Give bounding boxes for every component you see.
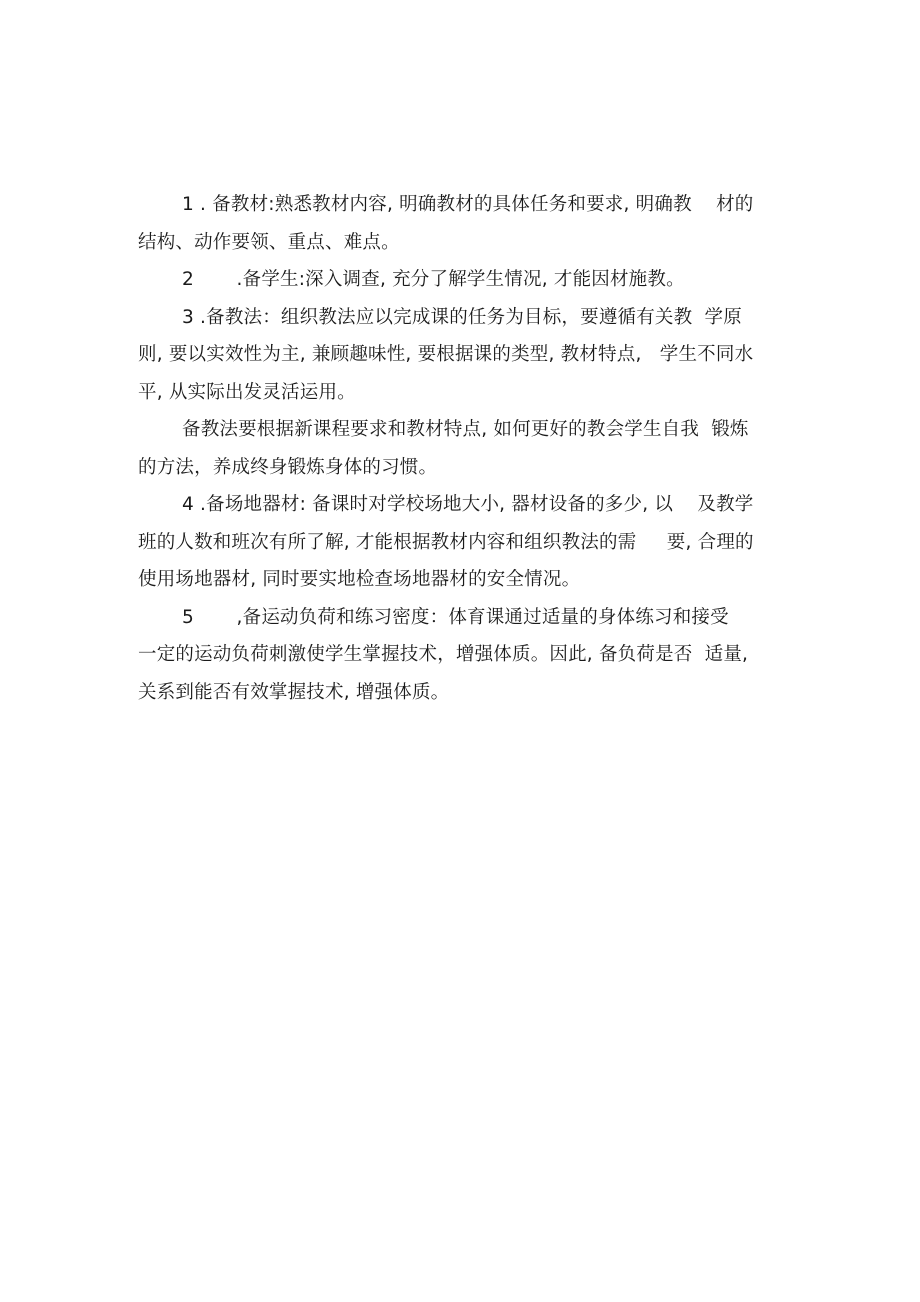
paragraph-6-line-1: 5 ,备运动负荷和练习密度：体育课通过适量的身体练习和接受 bbox=[182, 606, 729, 628]
paragraph-4-line-2: 的方法，养成终身锻炼身体的习惯。 bbox=[138, 456, 438, 478]
paragraph-3-line-2: 则, 要以实效性为主, 兼顾趣味性, 要根据课的类型, 教材特点, 学生不同水 bbox=[138, 344, 754, 365]
paragraph-1-line-2: 结构、动作要领、重点、难点。 bbox=[138, 231, 400, 253]
paragraph-3-line-3: 平, 从实际出发灵活运用。 bbox=[138, 381, 356, 403]
paragraph-5-line-1: 4 .备场地器材: 备课时对学校场地大小, 器材设备的多少, 以 及教学 bbox=[182, 494, 754, 515]
paragraph-6-line-2: 一定的运动负荷刺激使学生掌握技术，增强体质。因此, 备负荷是否 适量, bbox=[138, 644, 749, 665]
paragraph-5-line-2: 班的人数和班次有所了解, 才能根据教材内容和组织教法的需 要, 合理的 bbox=[138, 531, 754, 553]
paragraph-2-line-1: 2 .备学生:深入调查, 充分了解学生情况, 才能因材施教。 bbox=[182, 269, 685, 290]
document-body bbox=[138, 186, 788, 711]
paragraph-6-line-3: 关系到能否有效掌握技术, 增强体质。 bbox=[138, 681, 450, 703]
paragraph-4-line-1: 备教法要根据新课程要求和教材特点, 如何更好的教会学生自我 锻炼 bbox=[182, 419, 749, 440]
paragraph-3-line-1: 3 .备教法：组织教法应以完成课的任务为目标，要遵循有关教 学原 bbox=[182, 306, 742, 328]
paragraph-5-line-3: 使用场地器材, 同时要实地检查场地器材的安全情况。 bbox=[138, 569, 581, 590]
paragraph-1-line-1: 1 . 备教材:熟悉教材内容, 明确教材的具体任务和要求, 明确教 材的 bbox=[182, 194, 754, 215]
